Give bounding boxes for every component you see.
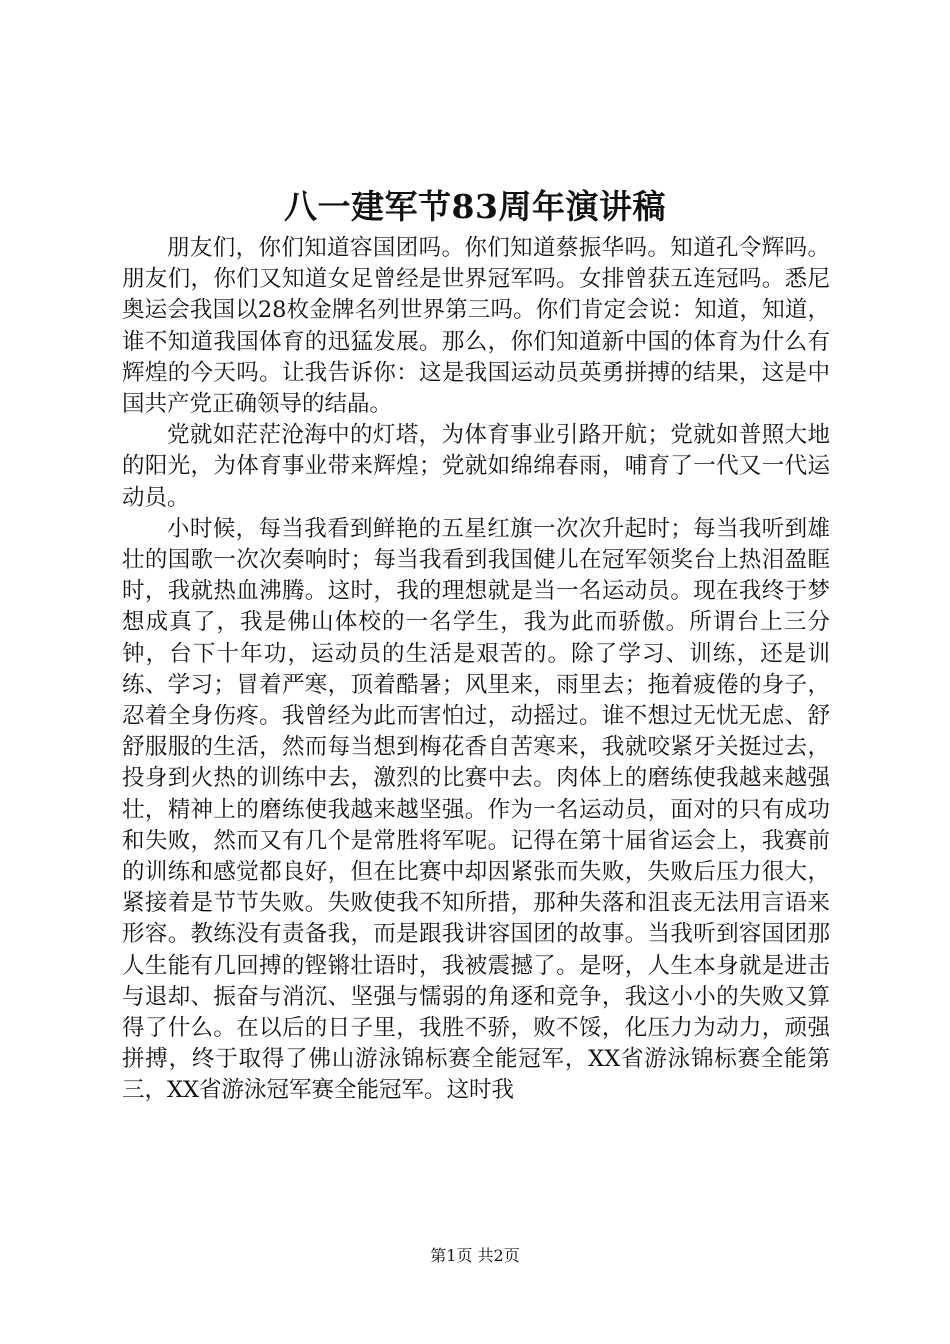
paragraph-3: 小时候，每当我看到鲜艳的五星红旗一次次升起时；每当我听到雄壮的国歌一次次奏响时；每当我看到我国健儿在冠军领奖台上热泪盈眶时，我就热血沸腾。这时，我的理想就是当一名运动员。现在我终于梦想成真了，我是佛山体校的一名学生，我为此而骄傲。所谓台上三分钟，台下十年功，运动员的生活是艰苦的。除了学习、训练，还是训练、学习；冒着严寒，顶着酷暑；风里来，雨里去；拖着疲倦的身子，忍着全身伤疼。我曾经为此而害怕过，动摇过。谁不想过无忧无虑、舒舒服服的生活，然而每当想到梅花香自苦寒来，我就咬紧牙关挺过去，投身到火热的训练中去，激烈的比赛中去。肉体上的磨练使我越来越强壮，精神上的磨练使我越来越坚强。作为一名运动员，面对的只有成功和失败，然而又有几个是常胜将军呢。记得在第十届省运会上，我赛前的训练和感觉都良好，但在比赛中却因紧张而失败，失败后压力很大，紧接着是节节失败。失败使我不知所措，那种失落和沮丧无法用言语来形容。教练没有责备我，而是跟我讲容国团的故事。当我听到容国团那人生能有几回搏的铿锵壮语时，我被震撼了。是呀，人生本身就是进击与退却、振奋与消沉、坚强与懦弱的角逐和竞争，我这小小的失败又算得了什么。在以后的日子里，我胜不骄，败不馁，化压力为动力，顽强拼搏，终于取得了佛山游泳锦标赛全能冠军，XX省游泳锦标赛全能第三，XX省游泳冠军赛全能冠军。这时我 [122, 515, 830, 1104]
paragraph-2: 党就如茫茫沧海中的灯塔，为体育事业引路开航；党就如普照大地的阳光，为体育事业带来辉煌；党就如绵绵春雨，哺育了一代又一代运动员。 [122, 422, 830, 511]
paragraph-1: 朋友们，你们知道容国团吗。你们知道蔡振华吗。知道孔令辉吗。朋友们，你们又知道女足曾经是世界冠军吗。女排曾获五连冠吗。悉尼奥运会我国以28枚金牌名列世界第三吗。你们肯定会说：知道，知道，谁不知道我国体育的迅猛发展。那么，你们知道新中国的体育为什么有辉煌的今天吗。让我告诉你：这是我国运动员英勇拼搏的结果，这是中国共产党正确领导的结晶。 [122, 235, 830, 418]
document-body [122, 233, 830, 1107]
document-title: 八一建军节83周年演讲稿 [284, 187, 666, 226]
page-number-footer: 第1页 共2页 [430, 1246, 520, 1265]
